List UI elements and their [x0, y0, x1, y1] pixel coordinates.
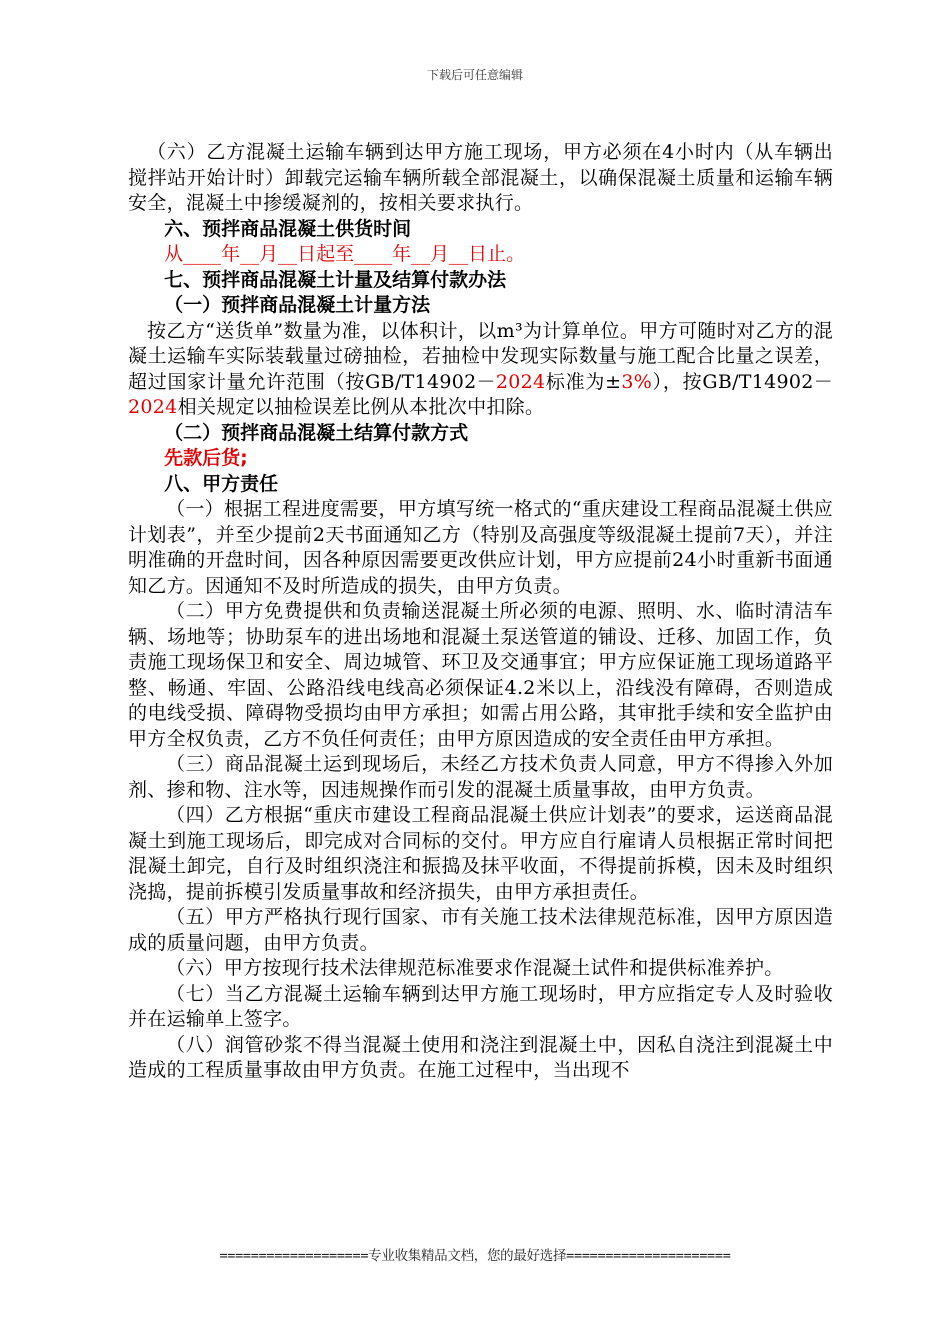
document-body: [128, 140, 833, 1084]
measurement-paragraph: [128, 319, 833, 421]
standard-year-2: 2024: [128, 396, 178, 418]
page-footer: ===================专业收集精品文档，您的最好选择=====================: [219, 1248, 731, 1264]
clause-6-paragraph: （六）乙方混凝土运输车辆到达甲方施工现场，甲方必须在4小时内（从车辆出搅拌站开始计时）卸载完运输车辆所载全部混凝土，以确保混凝土质量和运输车辆安全，混凝土中掺缓凝剂的，按相关要求执行。: [128, 141, 833, 214]
clause-8-6: （六）甲方按现行技术法律规范标准要求作混凝土试件和提供标准养护。: [166, 957, 784, 979]
section-7-heading: 七、预拌商品混凝土计量及结算付款办法: [164, 268, 507, 291]
clause-8-3: （三）商品混凝土运到现场后，未经乙方技术负责人同意，甲方不得掺入外加剂、掺和物、注水等，因违规操作而引发的混凝土质量事故，由甲方负责。: [128, 753, 833, 801]
section-6-heading: 六、预拌商品混凝土供货时间: [164, 217, 412, 240]
clause-8-7: （七）当乙方混凝土运输车辆到达甲方施工现场时，甲方应指定专人及时验收并在运输单上签字。: [128, 982, 833, 1030]
payment-method: 先款后货;: [164, 447, 248, 469]
measurement-text-c: ），按GB/T14902－: [652, 370, 833, 393]
supply-time-line: 从____年__月__日起至____年__月__日止。: [164, 243, 526, 265]
clause-8-2: （二）甲方免费提供和负责输送混凝土所必须的电源、照明、水、临时清洁车辆、场地等；协助泵车的进出场地和混凝土泵送管道的铺设、迁移、加固工作，负责施工现场保卫和安全、周边城管、环卫及交通事宜；甲方应保证施工现场道路平整、畅通、牢固、公路沿线电线高必须保证4.2米以上，沿线没有障碍，否则造成的电线受损、障碍物受损均由甲方承担；如需占用公路，其审批手续和安全监护由甲方全权负责，乙方不负任何责任；由甲方原因造成的安全责任由甲方承担。: [128, 600, 833, 750]
tolerance-percent: 3%: [621, 370, 653, 393]
standard-year-1: 2024: [495, 370, 546, 393]
clause-8-4: （四）乙方根据“重庆市建设工程商品混凝土供应计划表”的要求，运送商品混凝土到施工现场后，即完成对合同标的交付。甲方应自行雇请人员根据正常时间把混凝土卸完，自行及时组织浇注和振捣及抹平收面，不得提前拆模，因未及时组织浇捣，提前拆模引发质量事故和经济损失，由甲方承担责任。: [128, 804, 833, 903]
section-8-heading: 八、甲方责任: [164, 472, 279, 495]
section-7-2-heading: （二）预拌商品混凝土结算付款方式: [164, 421, 469, 444]
clause-8-5: （五）甲方严格执行现行国家、市有关施工技术法律规范标准，因甲方原因造成的质量问题，由甲方负责。: [128, 906, 833, 954]
clause-8-8: （八）润管砂浆不得当混凝土使用和浇注到混凝土中，因私自浇注到混凝土中造成的工程质量事故由甲方负责。在施工过程中，当出现不: [128, 1033, 833, 1081]
page-header: 下载后可任意编辑: [426, 68, 523, 82]
measurement-text-a: 按乙方“送货单”数量为准，以体积计，以m³为计算单位。甲方可随时对乙方的混凝土运输车实际装载量过磅抽检，若抽检中发现实际数量与施工配合比量之误差，超过国家计量允许范围（按GB/T14902－: [128, 319, 833, 393]
measurement-text-b: 标准为±: [545, 370, 622, 393]
measurement-text-d: 相关规定以抽检误差比例从本批次中扣除。: [177, 396, 545, 418]
clause-8-1: （一）根据工程进度需要，甲方填写统一格式的“重庆建设工程商品混凝土供应计划表”，并至少提前2天书面通知乙方（特别及高强度等级混凝土提前7天），并注明准确的开盘时间，因各种原因需要更改供应计划，甲方应提前24小时重新书面通知乙方。因通知不及时所造成的损失，由甲方负责。: [128, 498, 833, 597]
section-7-1-heading: （一）预拌商品混凝土计量方法: [164, 294, 431, 316]
